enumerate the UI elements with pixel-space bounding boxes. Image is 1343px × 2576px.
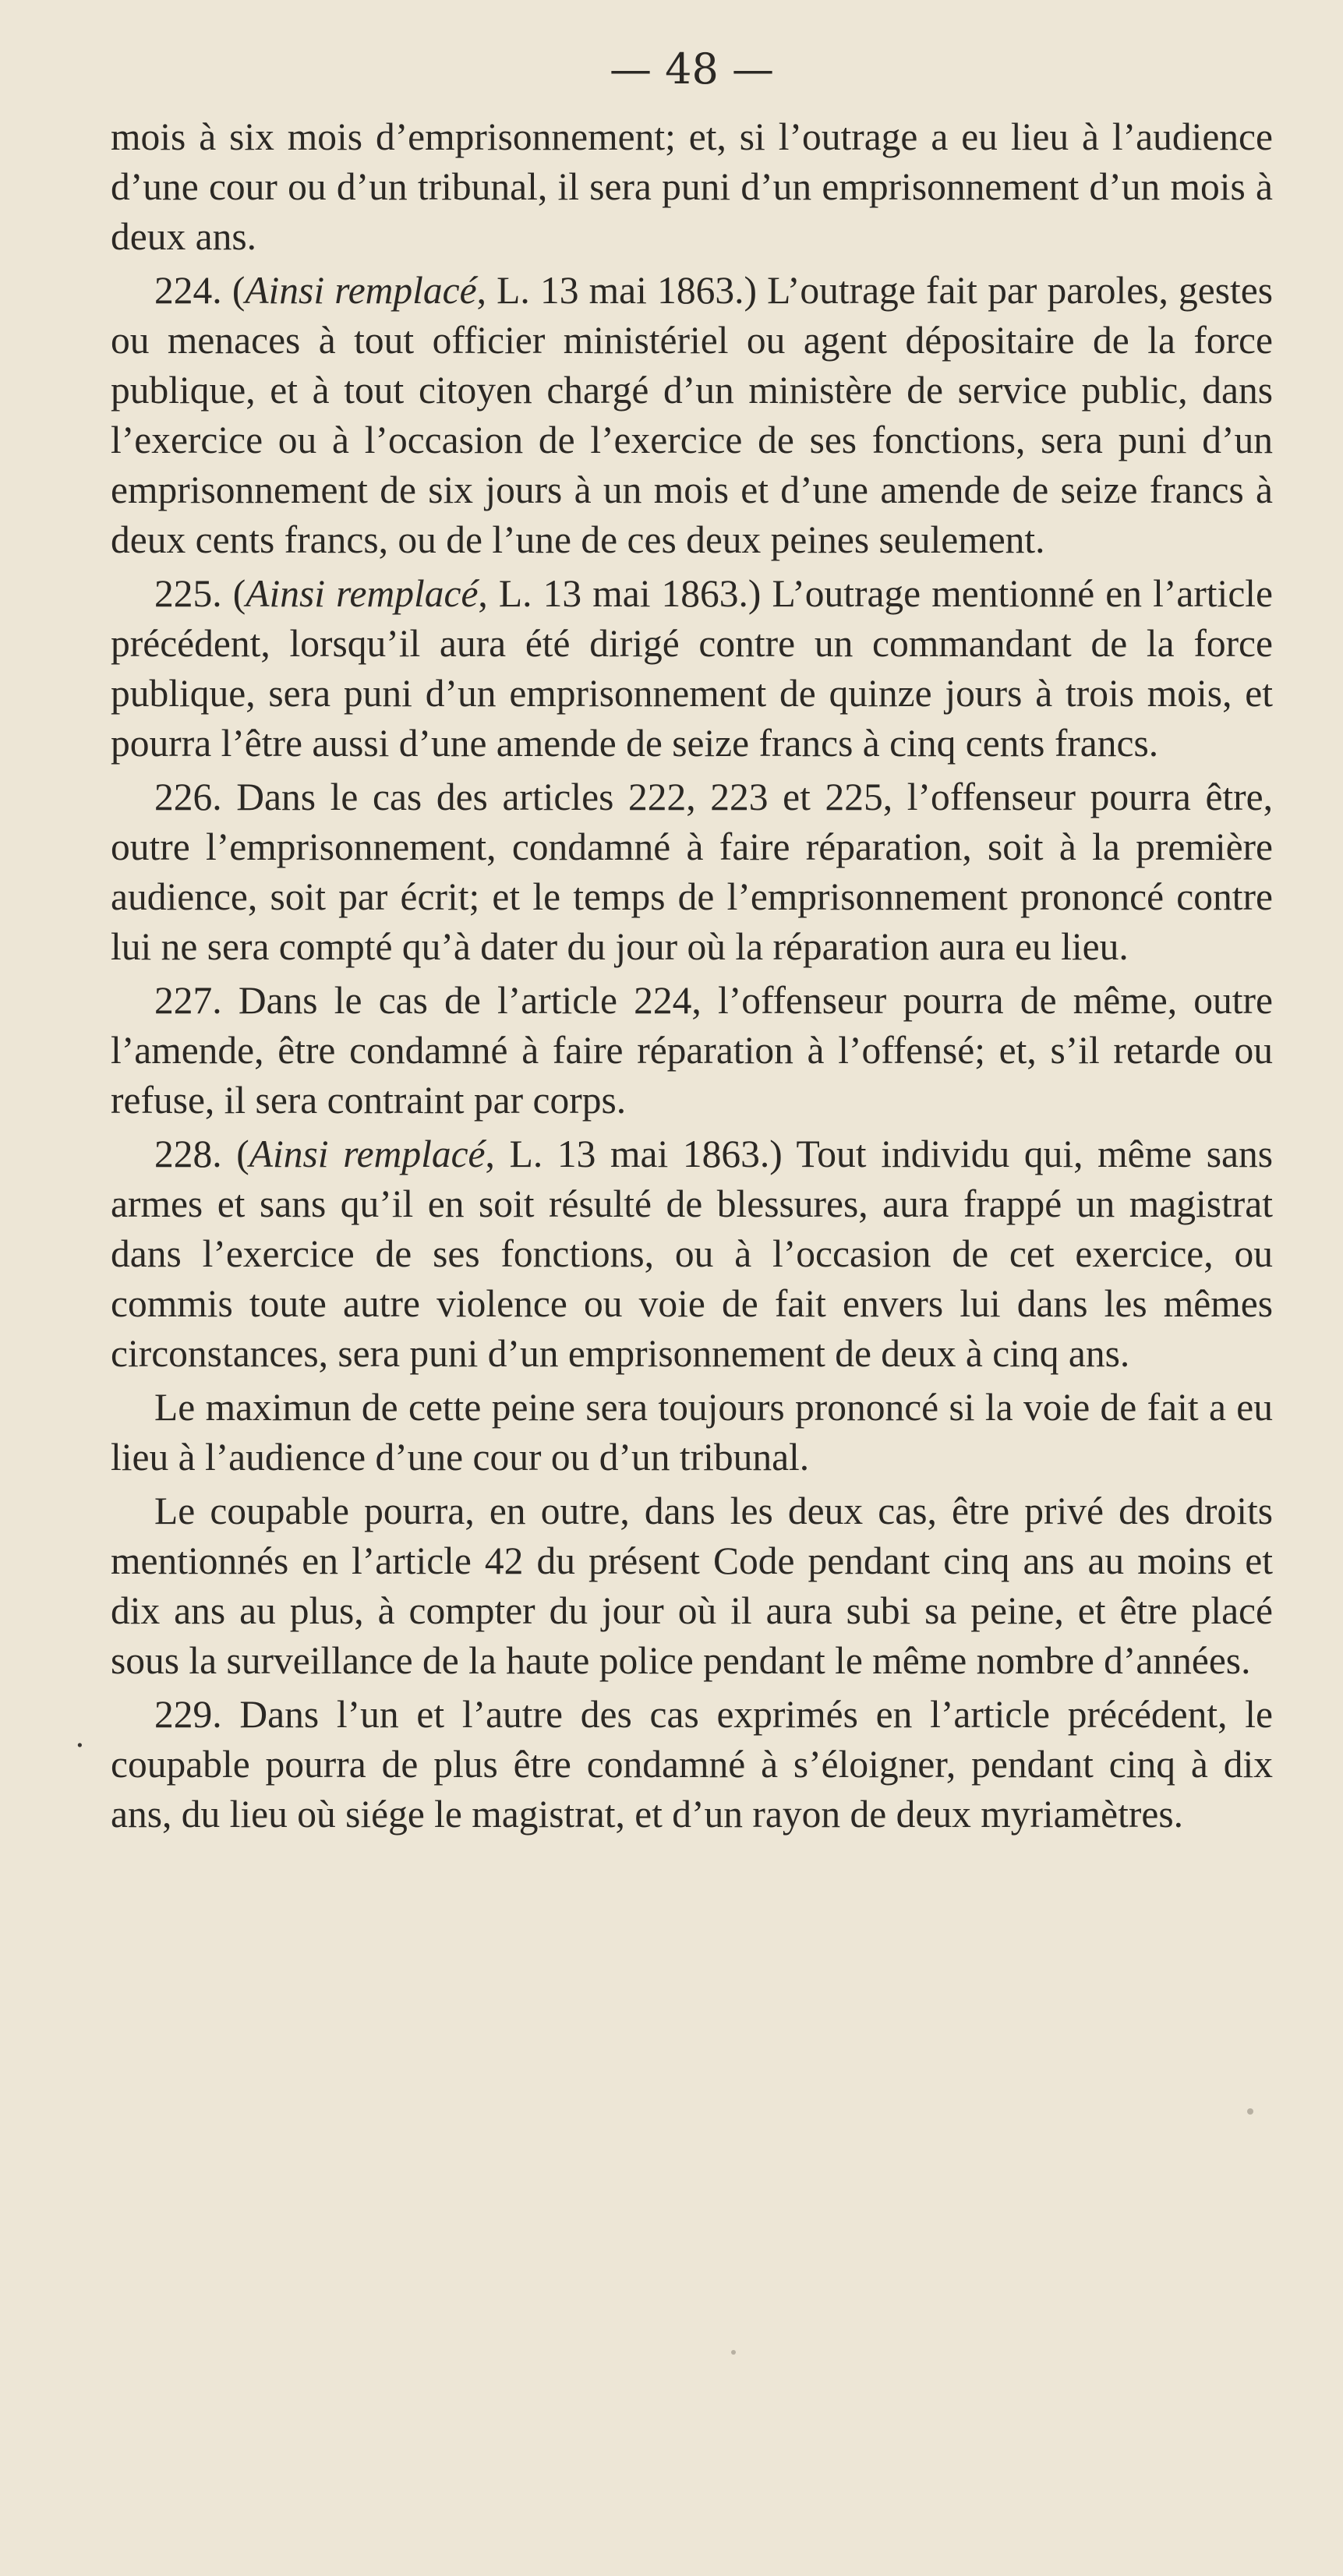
page-number: — 48 — xyxy=(609,44,775,94)
article-229 xyxy=(111,1690,1273,1839)
article-number: 224. xyxy=(154,269,222,312)
amendment-note: (Ainsi remplacé, L. 13 mai 1863.) xyxy=(232,572,762,615)
article-text: Dans le cas des articles 222, 223 et 225, l’offenseur pourra être, outre l’emprisonnement, condamné à faire réparation, soit à la première audience, soit par écrit; et le temps de l’emprisonnement prononcé contre lui ne sera compté qu’à dater du jour où la réparation aura eu lieu. xyxy=(111,776,1273,968)
article-228-paragraph-2 xyxy=(111,1383,1273,1482)
paper-spot xyxy=(731,2350,736,2355)
article-number: 225. xyxy=(154,572,222,615)
article-text: L’outrage mentionné en l’article précédent, lorsqu’il aura été dirigé contre un commandant de la force publique, sera puni d’un emprisonnement de quinze jours à trois mois, et pourra l’être aussi d’une amende de seize francs à cinq cents francs. xyxy=(111,572,1274,765)
article-text: Le coupable pourra, en outre, dans les deux cas, être privé des droits mentionnés en l’article 42 du présent Code pendant cinq ans au moins et dix ans au plus, à compter du jour où il aura subi sa peine, et être placé sous la surveillance de la haute police pendant le même nombre d’années. xyxy=(111,1489,1273,1682)
amendment-note-italic: Ainsi remplacé xyxy=(246,572,479,615)
margin-mark: . xyxy=(75,1719,85,1754)
paper-spot xyxy=(1247,2108,1253,2115)
page-body xyxy=(111,112,1273,1839)
article-number: 228. xyxy=(154,1133,222,1175)
amendment-note-italic: Ainsi remplacé xyxy=(249,1133,486,1175)
article-text: Le maximun de cette peine sera toujours prononcé si la voie de fait a eu lieu à l’audience d’une cour ou d’un tribunal. xyxy=(111,1386,1273,1479)
paragraph-continuation xyxy=(111,112,1273,262)
paragraph-text: mois à six mois d’emprisonnement; et, si l’outrage a eu lieu à l’audience d’une cour ou d’un tribunal, il sera puni d’un emprisonnement d’un mois à deux ans. xyxy=(111,115,1273,258)
article-number: 229. xyxy=(154,1693,222,1736)
article-text: L’outrage fait par paroles, gestes ou menaces à tout officier ministériel ou agent dépositaire de la force publique, et à tout citoyen chargé d’un ministère de service public, dans l’exercice ou à l’occasion de l’exercice de ses fonctions, sera puni d’un emprisonnement de six jours à un mois et d’une amende de seize francs à deux cents francs, ou de l’une de ces deux peines seulement. xyxy=(111,269,1274,561)
article-228-paragraph-3 xyxy=(111,1486,1273,1686)
article-number: 227. xyxy=(154,979,222,1022)
article-225 xyxy=(111,569,1273,769)
article-text: Dans le cas de l’article 224, l’offenseur pourra de même, outre l’amende, être condamné à faire réparation à l’offensé; et, s’il retarde ou refuse, il sera contraint par corps. xyxy=(111,979,1273,1122)
article-226 xyxy=(111,772,1273,972)
amendment-note-italic: Ainsi remplacé xyxy=(245,269,477,312)
article-224 xyxy=(111,266,1273,565)
amendment-note: (Ainsi remplacé, L. 13 mai 1863.) xyxy=(236,1133,783,1175)
article-number: 226. xyxy=(154,776,222,818)
article-228 xyxy=(111,1129,1273,1379)
article-text: Dans l’un et l’autre des cas exprimés en l’article précédent, le coupable pourra de plus être condamné à s’éloigner, pendant cinq à dix ans, du lieu où siége le magistrat, et d’un rayon de deux myriamètres. xyxy=(111,1693,1273,1836)
article-text: Tout individu qui, même sans armes et sans qu’il en soit résulté de blessures, aura frappé un magistrat dans l’exercice de ses fonctions, ou à l’occasion de cet exercice, ou commis toute autre violence ou voie de fait envers lui dans les mêmes circonstances, sera puni d’un emprisonnement de deux à cinq ans. xyxy=(111,1133,1274,1375)
amendment-note: (Ainsi remplacé, L. 13 mai 1863.) xyxy=(231,269,757,312)
article-227 xyxy=(111,976,1273,1125)
